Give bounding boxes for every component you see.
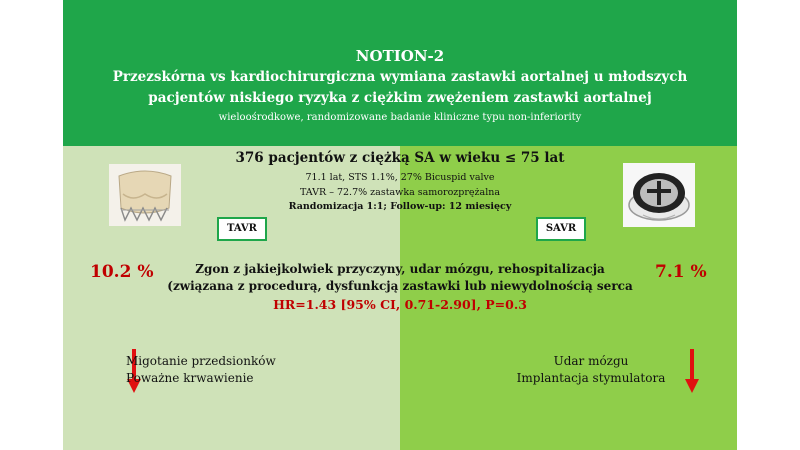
endpoint-line-2: (związana z procedurą, dysfunkcją zastawki lub niewydolnością serca — [167, 279, 633, 293]
subtitle-line-1: Przezskórna vs kardiochirurgiczna wymiana zastawki aortalnej u młodszych — [112, 69, 688, 85]
list-item: Implantacja stymulatora — [516, 371, 666, 385]
tavr-event-rate: 10.2 % — [90, 262, 154, 282]
hazard-ratio: HR=1.43 [95% CI, 0.71-2.90], P=0.3 — [273, 297, 527, 312]
tavr-valve-icon — [109, 164, 181, 226]
slide — [63, 0, 737, 450]
savr-label: SAVR — [536, 217, 586, 241]
savr-event-rate: 7.1 % — [655, 262, 707, 282]
endpoint-line-1: Zgon z jakiejkolwiek przyczyny, udar mózgu, rehospitalizacja — [195, 262, 605, 276]
population-headline: 376 pacjentów z ciężką SA w wieku ≤ 75 lat — [235, 150, 565, 166]
subtitle-line-2: pacjentów niskiego ryzyka z ciężkim zwężeniem zastawki aortalnej — [148, 90, 652, 106]
study-design: wieloośrodkowe, randomizowane badanie kliniczne typu non-inferiority — [218, 112, 582, 123]
tavr-outcome-list — [126, 353, 326, 387]
population-stats-2: TAVR – 72.7% zastawka samorozprężalna — [299, 187, 501, 198]
tavr-label: TAVR — [217, 217, 267, 241]
list-item: Poważne krwawienie — [126, 371, 254, 385]
savr-outcome-list — [491, 353, 691, 387]
randomization-text: Randomizacja 1:1; Follow-up: 12 miesięcy — [288, 201, 512, 212]
arrow-down-icon — [685, 349, 699, 393]
list-item: Migotanie przedsionków — [126, 354, 276, 368]
trial-title: NOTION-2 — [355, 47, 445, 65]
savr-valve-icon — [623, 163, 695, 227]
list-item: Udar mózgu — [553, 354, 629, 368]
population-stats-1: 71.1 lat, STS 1.1%, 27% Bicuspid valve — [305, 172, 495, 183]
